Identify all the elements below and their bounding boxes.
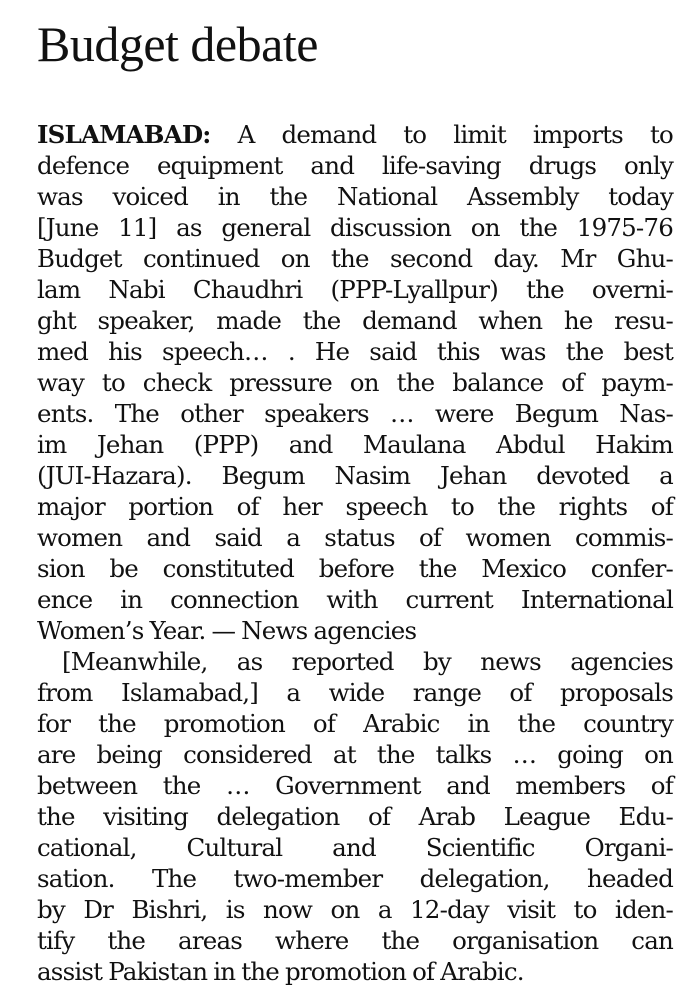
article-line: major portion of her speech to the rights of (37, 492, 673, 521)
article-body (37, 119, 673, 987)
article-line: lam Nabi Chaudhri (PPP-Lyallpur) the overni- (37, 275, 673, 304)
article-line: tify the areas where the organisation can (37, 926, 673, 955)
article-line: ght speaker, made the demand when he resu- (37, 306, 673, 335)
article-line: sation. The two-member delegation, headed (37, 864, 673, 893)
article-line: ence in connection with current International (37, 585, 673, 614)
article-line: was voiced in the National Assembly today (37, 182, 673, 211)
article-line: [Meanwhile, as reported by news agencies (62, 647, 673, 676)
article-line: (JUI-Hazara). Begum Nasim Jehan devoted a (37, 461, 673, 490)
article-line: [June 11] as general discussion on the 1975-76 (37, 213, 673, 242)
headline: Budget debate (37, 16, 318, 72)
article-line-text: A demand to limit imports to (210, 120, 673, 149)
article-line: sion be constituted before the Mexico confer- (37, 554, 673, 583)
article-line: med his speech… . He said this was the best (37, 337, 673, 366)
article-line: cational, Cultural and Scientific Organi- (37, 833, 673, 862)
article-line: for the promotion of Arabic in the country (37, 709, 673, 738)
article-line: from Islamabad,] a wide range of proposals (37, 678, 673, 707)
article-line: assist Pakistan in the promotion of Arabic. (37, 957, 524, 986)
article-line (37, 119, 673, 150)
article-line: way to check pressure on the balance of paym- (37, 368, 673, 397)
article-line: Budget continued on the second day. Mr Ghu- (37, 244, 673, 273)
article-line: the visiting delegation of Arab League Edu- (37, 802, 673, 831)
article-line: ents. The other speakers … were Begum Nas- (37, 399, 673, 428)
article-line: between the … Government and members of (37, 771, 673, 800)
article-line: are being considered at the talks … going on (37, 740, 673, 769)
article-line: by Dr Bishri, is now on a 12-day visit to iden- (37, 895, 673, 924)
article-line: Women’s Year. — News agencies (37, 616, 417, 645)
article-line: defence equipment and life-saving drugs only (37, 151, 673, 180)
article-line: women and said a status of women commis- (37, 523, 673, 552)
dateline: ISLAMABAD: (37, 120, 211, 149)
article-line: im Jehan (PPP) and Maulana Abdul Hakim (37, 430, 673, 459)
